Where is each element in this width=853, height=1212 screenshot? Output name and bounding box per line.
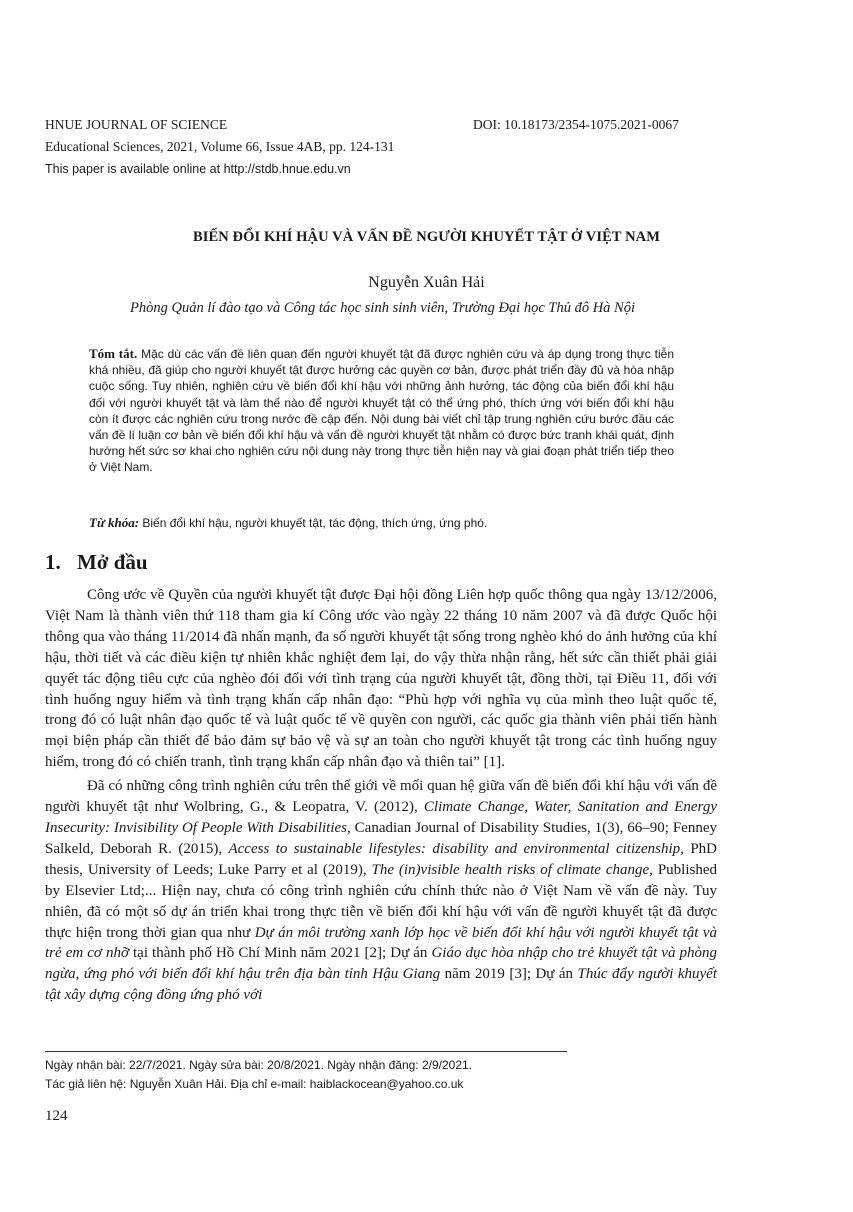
paragraph-2 [45, 776, 717, 1006]
p2-text-5: tại thành phố Hồ Chí Minh năm 2021 [2]; Dự án [128, 945, 432, 962]
issue-info: Educational Sciences, 2021, Volume 66, Issue 4AB, pp. 124-131 [45, 139, 395, 154]
keywords-label: Từ khóa: [89, 515, 140, 530]
author-name: Nguyễn Xuân Hải [368, 274, 485, 291]
paragraph-1: Công ước về Quyền của người khuyết tật được Đại hội đồng Liên hợp quốc thông qua ngày 13/12/2006, Việt Nam là thành viên thứ 118 tham gia kí Công ước vào ngày 22 tháng 10 năm 2007 và đã được Quốc hội thông qua vào tháng 11/2014 đã nhấn mạnh, đa số người khuyết tật sống trong nghèo khó do ảnh hưởng của khí hậu, thời tiết và các điều kiện tự nhiên khắc nghiệt đem lại, do vậy thừa nhận rằng, hết sức cần thiết phải giải quyết tác động tiêu cực của nghèo đói đối với tình trạng của người khuyết tật, đồng thời, tại Điều 11, đối với tình huống nguy hiểm và tình trạng khẩn cấp nhân đạo: “Phù hợp với nghĩa vụ của mình theo luật quốc tế, trong đó có luật nhân đạo quốc tế và luật quốc tế về quyền con người, các quốc gia thành viên phải tiến hành mọi biện pháp cần thiết để bảo đảm sự bảo vệ và sự an toàn cho người khuyết tật trong các tình huống nguy hiểm, trong đó có chiến tranh, tình trạng khẩn cấp nhân đạo và thiên tai” [1]. [45, 587, 717, 771]
p2-citation-title-1: Climate Change, Water, Sanitation and Energy Insecurity: Invisibility Of People With Disabilities, [45, 799, 717, 836]
abstract-text: Mặc dù các vấn đề liên quan đến người khuyết tật đã được nghiên cứu và áp dụng trong thực tiễn khá nhiều, đã giúp cho người khuyết tật được hưởng các quyền cơ bản, được phát triển đầy đủ và hòa nhập cuộc sống. Tuy nhiên, nghiên cứu về biến đổi khí hậu với những ảnh hưởng, tác động của biến đổi khí hậu đối với người khuyết tật và làm thế nào để người khuyết tật có thể ứng phó, thích ứng với biến đổi khí hậu còn ít được các nghiên cứu trong nước đề cập đến. Nội dung bài viết chỉ tập trung nghiên cứu bước đầu các vấn đề lí luận cơ bản về biến đổi khí hậu và vấn đề người khuyết tật nhằm có được bức tranh khái quát, định hướng hết sức sơ khai cho nghiên cứu nội dung này trong thực tiễn hiện nay và giai đoạn phát triển tiếp theo ở Việt Nam. [89, 347, 674, 475]
footnote-contact: Tác giả liên hệ: Nguyễn Xuân Hải. Địa chỉ e-mail: haiblackocean@yahoo.co.uk [45, 1077, 464, 1091]
p2-citation-title-3: The (in)visible health risks of climate change [371, 861, 650, 878]
online-notice: This paper is available online at http://stdb.hnue.edu.vn [45, 162, 351, 176]
abstract [89, 346, 674, 476]
p2-project-title-3: Thúc đẩy người khuyết tật xây dựng cộng đồng ứng phó với [45, 966, 717, 1004]
p2-project-title-2: Giáo dục hòa nhập cho trẻ khuyết tật và phòng ngừa, ứng phó với biến đổi khí hậu trên địa bàn tỉnh Hậu Giang [45, 945, 717, 983]
doi: DOI: 10.18173/2354-1075.2021-0067 [473, 117, 679, 132]
footnote-rule [45, 1051, 567, 1052]
p2-text-2: Canadian Journal of Disability Studies, 1(3), 66–90; Fenney Salkeld, Deborah R. (2015), [45, 819, 717, 857]
keywords-text: Biến đổi khí hậu, người khuyết tật, tác động, thích ứng, ứng phó. [142, 516, 488, 530]
journal-name: HNUE JOURNAL OF SCIENCE [45, 117, 228, 132]
p2-project-title-1: Dự án môi trường xanh lớp học về biến đổi khí hậu với người khuyết tật và trẻ em cơ nhỡ [45, 924, 717, 962]
paper-title: BIẾN ĐỔI KHÍ HẬU VÀ VẤN ĐỀ NGƯỜI KHUYẾT TẬT Ở VIỆT NAM [192, 229, 661, 245]
author-affiliation: Phòng Quản lí đào tạo và Công tác học sinh sinh viên, Trường Đại học Thủ đô Hà Nội [129, 300, 635, 316]
section-heading [45, 550, 148, 575]
p2-text-6: năm 2019 [3]; Dự án [440, 966, 578, 983]
p2-text-3: PhD thesis, University of Leeds; Luke Parry et al (2019), [45, 840, 717, 878]
abstract-label: Tóm tắt. [89, 346, 138, 361]
page-number: 124 [45, 1108, 68, 1124]
footnote-dates: Ngày nhận bài: 22/7/2021. Ngày sửa bài: 20/8/2021. Ngày nhận đăng: 2/9/2021. [45, 1058, 473, 1072]
body-text [45, 585, 717, 1006]
keywords [89, 515, 674, 531]
section-title: Mở đầu [77, 550, 148, 574]
p2-citation-title-2: Access to sustainable lifestyles: disability and environmental citizenship, [228, 840, 684, 857]
section-number: 1. [45, 550, 61, 574]
p2-text-4: , Published by Elsevier Ltd;... Hiện nay, chưa có công trình nghiên cứu chính thức nào ở Việt Nam về vấn đề này. Tuy nhiên, đã có một số dự án triển khai trong thực tiễn về biến đổi khí hậu với vấn đề người khuyết tật đã được thực hiện trong thời gian qua như [45, 861, 717, 941]
p2-text-1: Đã có những công trình nghiên cứu trên thế giới về mối quan hệ giữa vấn đề biến đổi khí hậu với vấn đề người khuyết tật như Wolbring, G., & Leopatra, V. (2012), [45, 778, 717, 816]
